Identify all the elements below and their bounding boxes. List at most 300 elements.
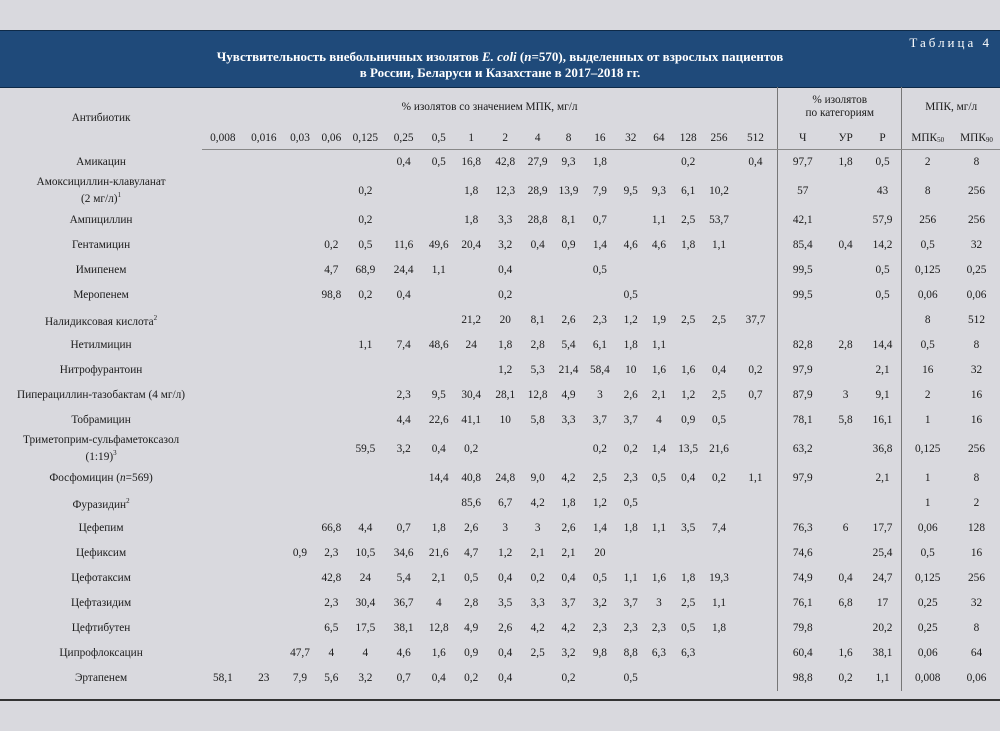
header-mic-value: 1 bbox=[454, 127, 488, 150]
mic-cell bbox=[672, 541, 704, 566]
mic-cell bbox=[384, 491, 423, 516]
category-cell: 78,1 bbox=[778, 408, 828, 433]
mic50-cell: 256 bbox=[902, 208, 953, 233]
mic-cell bbox=[316, 308, 347, 333]
mic-cell: 8,1 bbox=[530, 314, 545, 326]
mic-cell bbox=[244, 591, 284, 616]
mic-cell: 17,5 bbox=[355, 622, 376, 634]
mic-cell: 4,9 bbox=[464, 622, 479, 634]
header-antibiotic: Антибиотик bbox=[71, 111, 131, 124]
category-cell: 2,1 bbox=[875, 364, 890, 376]
table-row bbox=[0, 566, 1000, 591]
mic-cell bbox=[202, 175, 243, 208]
mic-cell: 5,4 bbox=[561, 339, 576, 351]
mic50-cell: 2 bbox=[902, 383, 953, 408]
category-cell: 57 bbox=[778, 175, 828, 208]
mic-cell bbox=[284, 175, 316, 208]
mic50-cell: 0,06 bbox=[902, 283, 953, 308]
mic-cell: 1,4 bbox=[651, 443, 666, 455]
mic-cell: 2,6 bbox=[464, 522, 479, 534]
mic-cell: 0,7 bbox=[592, 214, 607, 226]
antibiotic-name: Цефотаксим bbox=[71, 571, 131, 584]
mic-cell bbox=[316, 333, 347, 358]
mic-cell: 98,8 bbox=[321, 289, 342, 301]
mic-cell: 3 bbox=[656, 597, 662, 609]
table-row bbox=[0, 383, 1000, 408]
table-caption bbox=[0, 49, 1000, 81]
mic-cell: 1,8 bbox=[623, 339, 638, 351]
mic-cell: 4 bbox=[362, 647, 369, 659]
antibiotic-name: Цефепим bbox=[78, 521, 124, 534]
mic-cell: 21,2 bbox=[461, 314, 482, 326]
mic-cell: 1,1 bbox=[358, 339, 373, 351]
header-mic-value: 0,016 bbox=[244, 127, 284, 150]
mic-cell: 1,8 bbox=[498, 339, 513, 351]
mic-cell bbox=[384, 175, 423, 208]
mic-cell bbox=[584, 283, 616, 308]
mic-cell: 1,6 bbox=[681, 364, 696, 376]
header-category-s: Ч bbox=[778, 127, 828, 150]
mic50-cell: 1 bbox=[902, 491, 953, 516]
header-mic-value: 4 bbox=[522, 127, 553, 150]
mic-cell: 0,2 bbox=[681, 156, 696, 169]
mic-cell: 0,4 bbox=[711, 364, 727, 376]
mic-cell bbox=[284, 233, 316, 258]
mic-cell bbox=[202, 433, 243, 466]
mic-cell: 9,0 bbox=[530, 472, 545, 484]
mic-cell: 1,8 bbox=[431, 522, 446, 534]
table-row bbox=[0, 591, 1000, 616]
mic-cell bbox=[734, 333, 778, 358]
category-cell bbox=[864, 308, 902, 333]
mic90-cell: 8 bbox=[973, 622, 980, 634]
mic90-cell: 32 bbox=[970, 597, 983, 609]
mic-cell bbox=[284, 258, 316, 283]
mic50-cell: 0,125 bbox=[902, 566, 953, 591]
mic90-cell: 0,25 bbox=[966, 264, 987, 276]
mic-cell: 28,8 bbox=[527, 214, 548, 226]
table-row bbox=[0, 175, 1000, 208]
antibiotic-name: Амоксициллин-клавуланат (2 мг/л)$^1$ bbox=[36, 176, 166, 205]
mic-cell: 0,2 bbox=[358, 214, 373, 226]
mic-cell: 4,4 bbox=[396, 414, 411, 426]
mic-cell: 1,2 bbox=[681, 389, 696, 401]
mic50-cell: 0,06 bbox=[902, 516, 953, 541]
mic-cell bbox=[347, 491, 384, 516]
mic-cell bbox=[202, 383, 243, 408]
mic-cell: 66,8 bbox=[321, 522, 342, 534]
mic-cell: 3,3 bbox=[530, 597, 545, 609]
table-row bbox=[0, 541, 1000, 566]
mic-cell: 7,4 bbox=[396, 339, 411, 351]
mic-cell bbox=[244, 516, 284, 541]
category-cell: 0,5 bbox=[875, 264, 890, 276]
mic-cell: 3,7 bbox=[623, 414, 638, 426]
mic-cell: 6,3 bbox=[651, 647, 666, 659]
mic-cell: 2,1 bbox=[530, 547, 545, 559]
mic-cell: 34,6 bbox=[393, 547, 414, 559]
mic-cell bbox=[347, 466, 384, 491]
antibiotic-name: Пиперациллин-тазобактам (4 мг/л) bbox=[17, 388, 186, 401]
mic90-cell: 2 bbox=[973, 497, 980, 509]
mic-cell bbox=[284, 491, 316, 516]
table-caption-line2: в России, Беларуси и Казахстане в 2017–2018 гг. bbox=[359, 65, 641, 80]
category-cell: 14,4 bbox=[872, 339, 893, 351]
mic-cell: 2,3 bbox=[592, 622, 607, 634]
mic-cell bbox=[284, 591, 316, 616]
mic-cell: 0,2 bbox=[561, 672, 576, 684]
mic90-cell: 256 bbox=[968, 214, 985, 226]
mic-cell: 3,5 bbox=[681, 522, 696, 534]
mic-cell bbox=[202, 358, 243, 383]
mic-cell: 2,3 bbox=[592, 314, 607, 326]
category-cell: 98,8 bbox=[778, 666, 828, 691]
table-row bbox=[0, 208, 1000, 233]
mic-cell bbox=[244, 233, 284, 258]
mic-cell: 3 bbox=[597, 389, 603, 401]
mic-cell: 12,8 bbox=[428, 622, 449, 634]
category-cell: 2,8 bbox=[838, 339, 853, 351]
mic-cell bbox=[316, 358, 347, 383]
header-mic-value: 16 bbox=[584, 127, 616, 150]
mic-cell bbox=[284, 358, 316, 383]
mic-cell bbox=[646, 150, 673, 175]
mic-cell bbox=[244, 641, 284, 666]
mic-cell bbox=[423, 358, 454, 383]
mic-cell bbox=[284, 516, 316, 541]
mic-cell bbox=[423, 283, 454, 308]
category-cell bbox=[828, 616, 864, 641]
mic-cell: 58,4 bbox=[590, 364, 610, 376]
category-cell bbox=[828, 358, 864, 383]
mic-cell bbox=[704, 641, 734, 666]
mic-cell: 0,5 bbox=[623, 497, 638, 509]
mic-cell: 1,1 bbox=[623, 572, 638, 584]
mic50-cell: 1 bbox=[902, 466, 953, 491]
mic-cell bbox=[244, 283, 284, 308]
antibiotic-name: Цефиксим bbox=[76, 546, 127, 559]
antibiotic-name: Нитрофурантоин bbox=[59, 363, 143, 376]
mic-cell: 4,6 bbox=[651, 239, 666, 251]
table-row bbox=[0, 433, 1000, 466]
mic-cell: 1,8 bbox=[711, 622, 727, 634]
mic-cell: 6,5 bbox=[324, 622, 339, 634]
category-cell: 5,8 bbox=[838, 414, 853, 426]
mic-cell bbox=[384, 358, 423, 383]
mic90-cell: 512 bbox=[968, 314, 985, 326]
mic-cell bbox=[202, 258, 243, 283]
mic-cell: 0,9 bbox=[681, 414, 696, 426]
category-cell: 20,2 bbox=[872, 622, 893, 634]
mic-cell bbox=[734, 283, 778, 308]
mic-cell bbox=[734, 258, 778, 283]
mic-cell: 0,4 bbox=[498, 572, 513, 584]
mic-cell: 1,1 bbox=[711, 239, 727, 251]
mic-cell bbox=[244, 358, 284, 383]
mic-cell bbox=[734, 541, 778, 566]
category-cell: 9,1 bbox=[875, 389, 890, 401]
mic-cell: 1,2 bbox=[498, 547, 513, 559]
mic-cell: 2,5 bbox=[530, 647, 545, 659]
mic-cell: 6,7 bbox=[498, 497, 513, 509]
mic-cell: 4,9 bbox=[561, 389, 576, 401]
mic-cell bbox=[316, 408, 347, 433]
category-cell bbox=[828, 208, 864, 233]
mic-cell: 10 bbox=[499, 414, 511, 426]
mic50-cell: 0,125 bbox=[902, 258, 953, 283]
mic-cell bbox=[553, 258, 584, 283]
mic90-cell: 256 bbox=[968, 185, 985, 197]
mic-cell bbox=[704, 541, 734, 566]
mic-cell: 2,5 bbox=[592, 472, 607, 484]
mic-cell bbox=[646, 541, 673, 566]
mic-cell bbox=[284, 283, 316, 308]
header-mic-value: 0,008 bbox=[202, 127, 243, 150]
mic-cell: 20 bbox=[594, 547, 606, 559]
mic-cell: 1,6 bbox=[431, 647, 446, 659]
category-cell: 3 bbox=[842, 389, 849, 401]
header-category-group: % изолятов по категориям bbox=[778, 87, 902, 127]
table-row bbox=[0, 150, 1000, 175]
mic-cell: 1,8 bbox=[561, 497, 576, 509]
antibiotic-name: Цефтазидим bbox=[70, 596, 132, 609]
category-cell bbox=[778, 491, 828, 516]
mic-cell: 1,6 bbox=[651, 364, 666, 376]
mic-cell: 1,2 bbox=[623, 314, 638, 326]
mic-cell bbox=[672, 491, 704, 516]
mic-cell: 21,4 bbox=[558, 364, 579, 376]
mic-cell: 3,3 bbox=[561, 414, 576, 426]
mic-cell: 1,1 bbox=[651, 522, 666, 534]
mic90-cell: 8 bbox=[973, 472, 980, 484]
mic-cell bbox=[423, 175, 454, 208]
category-cell: 24,7 bbox=[872, 572, 893, 584]
category-cell: 25,4 bbox=[872, 547, 893, 559]
mic-cell bbox=[284, 433, 316, 466]
mic50-cell: 0,25 bbox=[902, 591, 953, 616]
mic-cell: 1,1 bbox=[748, 472, 763, 484]
mic-cell: 0,5 bbox=[681, 622, 696, 634]
category-cell: 97,9 bbox=[778, 466, 828, 491]
mic-cell: 0,2 bbox=[623, 443, 638, 455]
antibiotic-name: Ципрофлоксацин bbox=[59, 646, 143, 659]
mic-cell: 22,6 bbox=[428, 414, 449, 426]
category-cell: 42,1 bbox=[778, 208, 828, 233]
mic-cell: 5,3 bbox=[530, 364, 545, 376]
mic-cell: 9,3 bbox=[651, 185, 666, 197]
mic-cell bbox=[284, 383, 316, 408]
mic50-cell: 0,125 bbox=[902, 433, 953, 466]
header-row-groups bbox=[0, 87, 1000, 127]
category-cell bbox=[778, 308, 828, 333]
mic-cell: 13,5 bbox=[678, 443, 699, 455]
mic-cell bbox=[616, 150, 646, 175]
mic-cell: 0,4 bbox=[561, 572, 576, 584]
antibiotic-name: Ампициллин bbox=[69, 213, 133, 226]
mic-cell: 68,9 bbox=[355, 264, 376, 276]
mic-cell: 0,5 bbox=[592, 264, 607, 276]
mic-cell: 0,2 bbox=[530, 572, 545, 584]
mic-cell: 3,2 bbox=[396, 443, 411, 455]
mic-cell bbox=[202, 541, 243, 566]
mic-cell: 5,8 bbox=[530, 414, 545, 426]
mic50-cell: 16 bbox=[902, 358, 953, 383]
mic50-cell: 2 bbox=[902, 150, 953, 175]
mic-cell: 4,2 bbox=[561, 622, 576, 634]
mic-cell bbox=[522, 433, 553, 466]
mic90-cell: 32 bbox=[970, 239, 983, 251]
category-cell: 97,7 bbox=[778, 150, 828, 175]
table-row bbox=[0, 283, 1000, 308]
mic-cell: 21,6 bbox=[709, 443, 729, 455]
mic-cell: 20 bbox=[499, 314, 511, 326]
mic-cell bbox=[522, 283, 553, 308]
header-mic-value: 2 bbox=[488, 127, 522, 150]
mic-cell: 0,4 bbox=[681, 472, 696, 484]
antibiotic-name: Имипенем bbox=[75, 263, 127, 276]
mic-cell: 2,8 bbox=[530, 339, 545, 351]
category-cell: 17 bbox=[876, 597, 889, 609]
mic-cell: 30,4 bbox=[355, 597, 376, 609]
mic90-cell: 16 bbox=[970, 389, 983, 401]
mic-cell bbox=[316, 383, 347, 408]
mic-cell: 0,2 bbox=[748, 364, 763, 376]
mic-cell bbox=[672, 283, 704, 308]
mic-cell bbox=[316, 208, 347, 233]
mic-cell: 3,2 bbox=[561, 647, 576, 659]
mic-cell: 0,7 bbox=[396, 672, 411, 684]
mic-cell bbox=[704, 333, 734, 358]
mic-cell: 37,7 bbox=[745, 314, 766, 326]
mic-cell bbox=[454, 283, 488, 308]
mic-cell: 2,3 bbox=[324, 597, 339, 609]
mic-cell: 10 bbox=[625, 364, 637, 376]
mic90-cell: 0,06 bbox=[966, 289, 987, 301]
header-mic-stats-group: МПК, мг/л bbox=[902, 87, 1000, 127]
mic-cell: 1,8 bbox=[592, 156, 607, 169]
header-mic-value: 0,06 bbox=[316, 127, 347, 150]
category-cell: 14,2 bbox=[872, 239, 893, 251]
mic-cell bbox=[244, 616, 284, 641]
mic90-cell: 16 bbox=[970, 414, 983, 426]
mic-cell bbox=[384, 466, 423, 491]
mic-cell: 0,5 bbox=[464, 572, 479, 584]
mic-cell: 4,2 bbox=[530, 497, 545, 509]
mic-cell: 4,4 bbox=[358, 522, 373, 534]
mic-cell: 14,4 bbox=[428, 472, 449, 484]
category-cell: 87,9 bbox=[778, 383, 828, 408]
mic50-cell: 8 bbox=[902, 175, 953, 208]
mic-cell: 1,2 bbox=[592, 497, 607, 509]
category-cell: 0,5 bbox=[875, 156, 890, 169]
mic-cell bbox=[202, 616, 243, 641]
mic-cell: 12,3 bbox=[495, 185, 516, 197]
mic-cell: 3 bbox=[534, 522, 541, 534]
mic-cell bbox=[244, 308, 284, 333]
mic-cell bbox=[244, 150, 284, 175]
mic-cell: 13,9 bbox=[558, 185, 579, 197]
mic-cell bbox=[244, 566, 284, 591]
mic-cell: 1,4 bbox=[592, 522, 607, 534]
mic-cell: 11,6 bbox=[393, 239, 414, 251]
header-mic90: $МПК_{90}$ bbox=[953, 127, 1000, 150]
mic-cell bbox=[202, 233, 243, 258]
mic-cell: 8,1 bbox=[561, 214, 576, 226]
mic-cell: 0,5 bbox=[592, 572, 607, 584]
mic-cell: 4,7 bbox=[324, 264, 339, 276]
mic-cell bbox=[454, 258, 488, 283]
mic-cell: 21,6 bbox=[428, 547, 449, 559]
antibiotic-name: Эртапенем bbox=[74, 671, 128, 684]
mic-cell: 3,5 bbox=[498, 597, 513, 609]
mic-cell: 2,8 bbox=[464, 597, 479, 609]
mic-cell bbox=[423, 308, 454, 333]
mic-cell bbox=[704, 491, 734, 516]
mic-cell bbox=[704, 258, 734, 283]
mic-cell bbox=[672, 666, 704, 691]
header-category-r: Р bbox=[864, 127, 902, 150]
mic-cell: 2,5 bbox=[681, 314, 696, 326]
category-cell bbox=[864, 491, 902, 516]
mic-cell: 24,8 bbox=[495, 472, 516, 484]
table-label: Таблица 4 bbox=[909, 35, 992, 50]
category-cell: 74,9 bbox=[778, 566, 828, 591]
mic-cell: 20,4 bbox=[461, 239, 482, 251]
mic-cell: 3,7 bbox=[623, 597, 638, 609]
mic-cell: 0,7 bbox=[396, 522, 411, 534]
mic-cell: 3,2 bbox=[358, 672, 373, 684]
mic-cell bbox=[522, 666, 553, 691]
mic-cell: 36,7 bbox=[393, 597, 414, 609]
mic-cell: 2,3 bbox=[324, 547, 339, 559]
table-bottom-rule bbox=[0, 699, 1000, 701]
category-cell bbox=[828, 466, 864, 491]
mic-cell: 0,4 bbox=[498, 264, 513, 276]
mic-cell bbox=[316, 150, 347, 175]
mic-cell: 3,7 bbox=[592, 414, 607, 426]
mic-cell bbox=[488, 433, 522, 466]
mic-cell: 38,1 bbox=[393, 622, 414, 634]
category-cell: 99,5 bbox=[778, 283, 828, 308]
mic-cell bbox=[202, 641, 243, 666]
mic-cell bbox=[202, 491, 243, 516]
mic-cell bbox=[316, 433, 347, 466]
mic-cell bbox=[202, 150, 243, 175]
mic-cell: 0,5 bbox=[711, 414, 727, 426]
category-cell: 1,8 bbox=[838, 156, 853, 169]
mic-cell: 59,5 bbox=[355, 443, 376, 455]
category-cell: 0,4 bbox=[838, 572, 853, 584]
mic-cell bbox=[244, 208, 284, 233]
mic-cell: 2,6 bbox=[498, 622, 513, 634]
category-cell: 1,1 bbox=[875, 672, 890, 684]
mic-cell: 0,2 bbox=[711, 472, 727, 484]
mic-cell bbox=[704, 283, 734, 308]
mic90-cell: 8 bbox=[973, 339, 980, 351]
mic50-cell: 0,5 bbox=[902, 233, 953, 258]
mic-cell: 9,8 bbox=[592, 647, 607, 659]
table-row bbox=[0, 408, 1000, 433]
mic-cell: 40,8 bbox=[461, 472, 482, 484]
category-cell: 57,9 bbox=[872, 214, 893, 226]
mic-cell: 1,8 bbox=[464, 214, 479, 226]
table-row bbox=[0, 358, 1000, 383]
table-row bbox=[0, 516, 1000, 541]
mic-cell bbox=[553, 283, 584, 308]
header-mic-value: 0,125 bbox=[347, 127, 384, 150]
mic-cell bbox=[202, 208, 243, 233]
mic-cell: 2,5 bbox=[681, 214, 696, 226]
